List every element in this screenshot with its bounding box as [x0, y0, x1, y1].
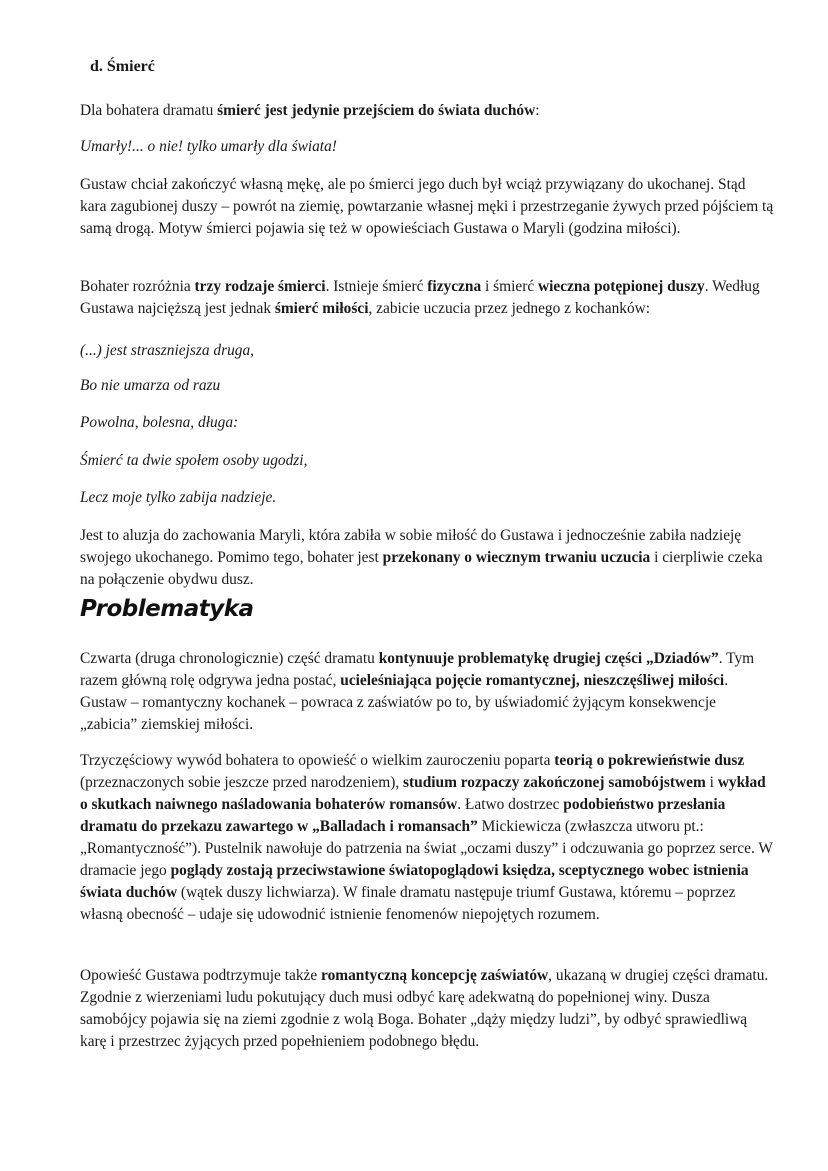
- text: . Według Gustawa najcięższą jest jednak: [80, 278, 760, 317]
- paragraph-aluzja: [80, 525, 775, 591]
- paragraph-zaswiaty: [80, 965, 775, 1053]
- section-heading-problematyka: Problematyka: [80, 596, 254, 622]
- verse-line: Bo nie umarza od razu: [80, 377, 221, 394]
- bold-text: studium rozpaczy zakończonej samobójstwem: [403, 774, 706, 791]
- bold-text: kontynuuje problematykę drugiej części „Dziadów”: [378, 650, 719, 667]
- text: . Tym razem główną rolę odgrywa jedna postać,: [80, 650, 755, 689]
- bold-text: trzy rodzaje śmierci: [194, 278, 326, 295]
- text: . Istnieje śmierć: [325, 278, 428, 295]
- text: Mickiewicza (zwłaszcza utworu pt.: „Romantyczność”). Pustelnik nawołuje do patrzenia na świat „oczami duszy” i odczuwania go poprzez serce. W dramacie jego: [80, 818, 773, 879]
- paragraph-wywod: [80, 750, 775, 926]
- text: Opowieść Gustawa podtrzymuje także: [80, 967, 322, 984]
- text: (wątek duszy lichwiarza). W finale dramatu następuje triumf Gustawa, któremu – poprzez własną obecność – udaje się udowodnić istnienie fenomenów niepojętych rozumem.: [80, 884, 736, 923]
- bold-text: wieczna potępionej duszy: [538, 278, 705, 295]
- bold-text: fizyczna: [427, 278, 482, 295]
- bold-text: podobieństwo przesłania dramatu do przekazu zawartego w „Balladach i romansach”: [80, 796, 726, 835]
- text: i śmierć: [481, 278, 538, 295]
- text: :: [535, 102, 540, 119]
- verse-line: Śmierć ta dwie społem osoby ugodzi,: [80, 452, 308, 469]
- paragraph-czwarta-czesc: [80, 648, 775, 736]
- text: , ukazaną w drugiej części dramatu. Zgodnie z wierzeniami ludu pokutujący duch musi odbyć karę adekwatną do popełnionej winy. Dusza samobójcy pojawia się na ziemi zgodnie z wolą Boga. Bohater „dąży między ludzi”, by odbyć sprawiedliwą karę i przestrzec żyjących przed popełnieniem podobnego błędu.: [80, 967, 769, 1050]
- text: . Łatwo dostrzec: [457, 796, 564, 813]
- verse-line: Powolna, bolesna, długa:: [80, 414, 239, 431]
- text: i: [705, 774, 718, 791]
- text: (przeznaczonych sobie jeszcze przed narodzeniem),: [80, 774, 404, 791]
- bold-text: romantyczną koncepcję zaświatów: [321, 967, 549, 984]
- text: . Gustaw – romantyczny kochanek – powraca z zaświatów po to, by uświadomić żyjącym konsekwencje „zabicia” ziemskiej miłości.: [80, 672, 729, 733]
- bold-text: ucieleśniająca pojęcie romantycznej, nieszczęśliwej miłości: [340, 672, 725, 689]
- text: i cierpliwie czeka na połączenie obydwu dusz.: [80, 549, 763, 588]
- bold-text: śmierć jest jedynie przejściem do świata duchów: [217, 102, 536, 119]
- bold-text: przekonany o wiecznym trwaniu uczucia: [382, 549, 651, 566]
- bold-text: poglądy zostają przeciwstawione światopoglądowi księdza, sceptycznego wobec istnienia świata duchów: [80, 862, 749, 901]
- bold-text: teorią o pokrewieństwie dusz: [554, 752, 745, 769]
- paragraph-intro: [80, 100, 775, 122]
- text: Czwarta (druga chronologicznie) część dramatu: [80, 650, 379, 667]
- paragraph-gustaw: Gustaw chciał zakończyć własną mękę, ale po śmierci jego duch był wciąż przywiązany do ukochanej. Stąd kara zagubionej duszy – powrót na ziemię, powtarzanie własnej męki i przestrzeganie żywych przed pójściem tą samą drogą. Motyw śmierci pojawia się też w opowieściach Gustawa o Maryli (godzina miłości).: [80, 176, 774, 237]
- text: , zabicie uczucia przez jednego z kochanków:: [368, 300, 651, 317]
- text: Jest to aluzja do zachowania Maryli, która zabiła w sobie miłość do Gustawa i jednocześnie zabiła nadzieję swojego ukochanego. Pomimo tego, bohater jest: [80, 527, 742, 566]
- paragraph-rodzaje-smierci: [80, 276, 775, 320]
- verse-line: (...) jest straszniejsza druga,: [80, 342, 255, 359]
- bold-text: wykład o skutkach naiwnego naśladowania bohaterów romansów: [80, 774, 766, 813]
- text: Trzyczęściowy wywód bohatera to opowieść o wielkim zauroczeniu poparta: [80, 752, 555, 769]
- section-heading-smierc: d. Śmierć: [90, 58, 155, 75]
- text: Bohater rozróżnia: [80, 278, 195, 295]
- verse-line: Lecz moje tylko zabija nadzieje.: [80, 489, 277, 506]
- quote-umarly: Umarły!... o nie! tylko umarły dla świata!: [80, 138, 337, 155]
- bold-text: śmierć miłości: [274, 300, 369, 317]
- text: Dla bohatera dramatu: [80, 102, 218, 119]
